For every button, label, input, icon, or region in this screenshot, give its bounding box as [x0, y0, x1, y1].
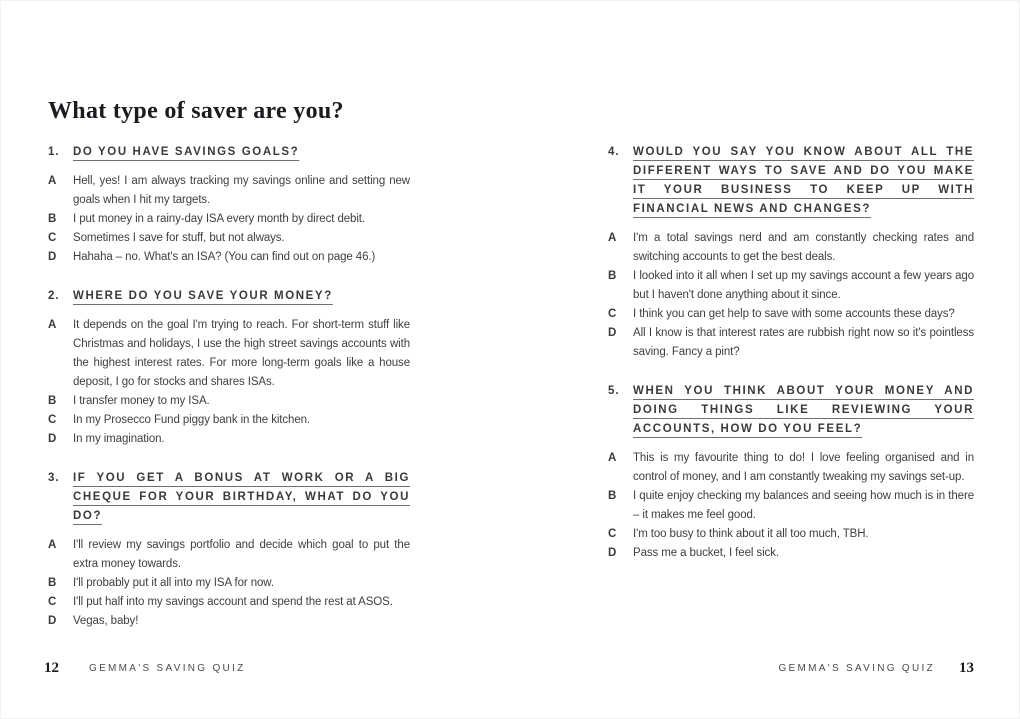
answer-row [48, 210, 410, 229]
answer-letter: A [48, 319, 57, 331]
question-heading: IF YOU GET A BONUS AT WORK OR A BIG CHEQUE FOR YOUR BIRTHDAY, WHAT DO YOU DO? [73, 472, 410, 522]
question-number: 1. [48, 146, 60, 158]
answer-list [48, 172, 410, 267]
answer-row [48, 536, 410, 574]
page-title: What type of saver are you? [48, 98, 344, 124]
answer-letter: C [48, 596, 57, 608]
answer-letter: C [48, 232, 57, 244]
question-1 [48, 143, 410, 267]
answer-letter: D [608, 327, 617, 339]
question-2 [48, 287, 410, 449]
answer-text: I'll put half into my savings account and spend the rest at ASOS. [73, 596, 393, 608]
answer-letter: B [48, 395, 57, 407]
answer-text: I think you can get help to save with some accounts these days? [633, 308, 955, 320]
answer-text: I'm a total savings nerd and am constantly checking rates and switching accounts to get the best deals. [633, 232, 974, 263]
answer-text: I'm too busy to think about it all too much, TBH. [633, 528, 869, 540]
answer-row [48, 612, 410, 631]
answer-text: In my Prosecco Fund piggy bank in the kitchen. [73, 414, 311, 426]
answer-text: Hahaha – no. What's an ISA? (You can find out on page 46.) [73, 251, 376, 263]
answer-row [48, 316, 410, 392]
answer-row [48, 229, 410, 248]
answer-row [608, 305, 974, 324]
answer-row [48, 392, 410, 411]
answer-letter: D [48, 251, 57, 263]
question-heading: WOULD YOU SAY YOU KNOW ABOUT ALL THE DIFFERENT WAYS TO SAVE AND DO YOU MAKE IT YOUR BUSINESS TO KEEP UP WITH FINANCIAL NEWS AND CHANGES? [633, 146, 974, 215]
answer-text: I looked into it all when I set up my savings account a few years ago but I haven't done anything about it since. [633, 270, 974, 301]
answer-row [608, 487, 974, 525]
question-2-heading-row [48, 287, 410, 306]
answer-list [48, 316, 410, 449]
answer-row [48, 430, 410, 449]
answer-text: I quite enjoy checking my balances and seeing how much is in there – it makes me feel good. [633, 490, 974, 521]
answer-text: All I know is that interest rates are rubbish right now so it's pointless saving. Fancy a pint? [633, 327, 974, 358]
answer-letter: C [608, 308, 617, 320]
answer-letter: C [608, 528, 617, 540]
answer-text: Sometimes I save for stuff, but not always. [73, 232, 285, 244]
answer-row [608, 267, 974, 305]
answer-row [608, 324, 974, 362]
running-head-right: GEMMA'S SAVING QUIZ [778, 663, 935, 674]
footer-right [778, 660, 974, 677]
answer-text: I transfer money to my ISA. [73, 395, 210, 407]
answer-letter: A [48, 539, 57, 551]
answer-letter: A [48, 175, 57, 187]
question-heading: DO YOU HAVE SAVINGS GOALS? [73, 146, 300, 158]
question-number: 5. [608, 385, 620, 397]
answer-letter: A [608, 452, 617, 464]
question-4 [608, 143, 974, 362]
answer-letter: D [608, 547, 617, 559]
answer-row [48, 172, 410, 210]
question-3-heading-row [48, 469, 410, 526]
answer-text: Pass me a bucket, I feel sick. [633, 547, 779, 559]
running-head-left: GEMMA'S SAVING QUIZ [89, 663, 246, 674]
page-left-column [48, 0, 410, 651]
answer-row [608, 544, 974, 563]
answer-row [608, 525, 974, 544]
answer-row [48, 574, 410, 593]
answer-letter: A [608, 232, 617, 244]
page-number-right: 13 [959, 660, 974, 676]
question-number: 3. [48, 472, 60, 484]
answer-letter: B [48, 213, 57, 225]
answer-row [48, 248, 410, 267]
question-heading: WHERE DO YOU SAVE YOUR MONEY? [73, 290, 333, 302]
answer-letter: B [48, 577, 57, 589]
question-heading: WHEN YOU THINK ABOUT YOUR MONEY AND DOING THINGS LIKE REVIEWING YOUR ACCOUNTS, HOW DO YOU FEEL? [633, 385, 974, 435]
answer-row [608, 449, 974, 487]
page-right-column [608, 0, 974, 583]
answer-list [608, 449, 974, 563]
answer-text: Hell, yes! I am always tracking my savings online and setting new goals when I hit my targets. [73, 175, 410, 206]
answer-letter: B [608, 490, 617, 502]
answer-row [48, 411, 410, 430]
question-3 [48, 469, 410, 631]
answer-text: In my imagination. [73, 433, 165, 445]
question-4-heading-row [608, 143, 974, 219]
question-number: 2. [48, 290, 60, 302]
answer-text: I'll review my savings portfolio and decide which goal to put the extra money towards. [73, 539, 410, 570]
question-1-heading-row [48, 143, 410, 162]
page-number-left: 12 [44, 660, 59, 676]
question-5 [608, 382, 974, 563]
answer-row [48, 593, 410, 612]
question-number: 4. [608, 146, 620, 158]
answer-list [608, 229, 974, 362]
answer-list [48, 536, 410, 631]
answer-text: I put money in a rainy-day ISA every month by direct debit. [73, 213, 365, 225]
answer-text: It depends on the goal I'm trying to reach. For short-term stuff like Christmas and holidays, I use the high street savings accounts with the highest interest rates. For more long-term goals like a house deposit, I go for stocks and shares ISAs. [73, 319, 410, 388]
answer-letter: C [48, 414, 57, 426]
answer-text: Vegas, baby! [73, 615, 139, 627]
answer-letter: D [48, 433, 57, 445]
footer-left [44, 660, 246, 677]
answer-letter: B [608, 270, 617, 282]
answer-row [608, 229, 974, 267]
answer-text: I'll probably put it all into my ISA for now. [73, 577, 274, 589]
question-5-heading-row [608, 382, 974, 439]
answer-text: This is my favourite thing to do! I love feeling organised and in control of money, and I am constantly tweaking my savings set-up. [633, 452, 974, 483]
answer-letter: D [48, 615, 57, 627]
